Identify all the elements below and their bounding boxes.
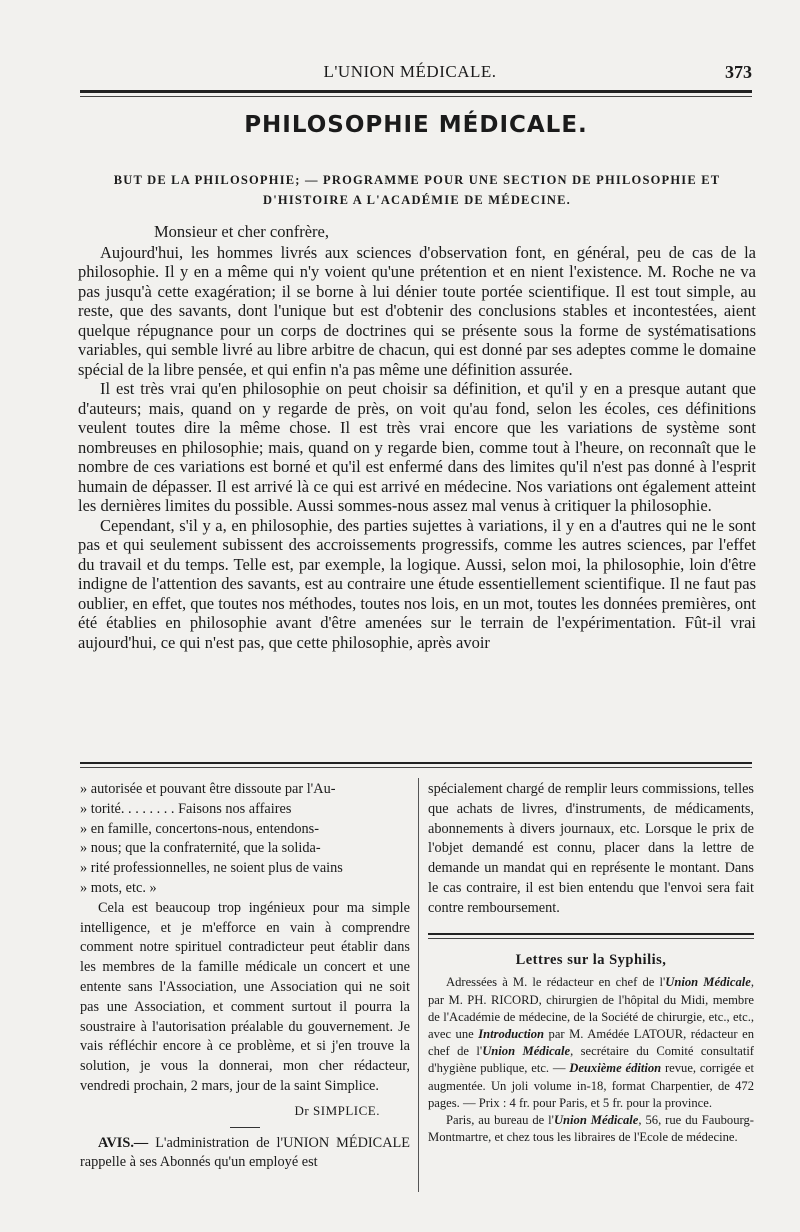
header-rule: [80, 90, 752, 93]
left-paragraph: Cela est beaucoup trop ingénieux pour ma simple intelligence, et je m'efforce en vain à comprendre comment notre spirituel contradicteur peut établir dans les membres de la famille médicale un concert et une entente sans l'Association, une Association qui ne soit pas une Association, et comment surtout il pourra la soustraire à l'autorisation préalable du gouvernement. Je vais réfléchir encore à ce problème, et si j'en trouve la solution, je vous la donnerai, mon cher rédacteur, vendredi prochain, 2 mars, jour de la saint Simplice.: [80, 899, 410, 1094]
article-paragraph: Il est très vrai qu'en philosophie on peut choisir sa définition, et qu'il y en a presque autant que d'auteurs; mais, quand on y regarde de près, on voit qu'au fond, selon les écoles, ces définitions veulent toutes dire la même chose. Il est très vrai encore que les variations de système sont nombreuses en philosophie; mais, quand on y regarde bien, comme tout à l'heure, on reconnaît que le nombre de ces variations est borné et qu'il est enfermé dans des limites qu'il n'est pas donné à l'esprit humain de dépasser. Il est arrivé là ce qui est arrivé en médecine. Nos variations ont également atteint les dernières limites du possible. Aussi sommes-nous assez mal venus à critiquer la philosophie.: [78, 379, 756, 515]
ad-journal-name: Union Médicale: [553, 1113, 639, 1127]
separator: [230, 1127, 260, 1128]
avis-notice: [80, 1134, 410, 1174]
ad-text: , 56, rue du Faubourg-Montmartre, et chez tous les libraires de l'Ecole de médecine.: [428, 1113, 754, 1145]
ad-text: Paris, au bureau de l': [446, 1113, 554, 1127]
running-head: [0, 62, 800, 88]
ad-rule: [428, 933, 754, 935]
ad-text: par M. Amédée LATOUR, rédacteur en chef de l': [428, 1026, 754, 1059]
article-body: [78, 222, 756, 652]
quote-line: » nous; que la confraternité, que la solida-: [80, 840, 321, 857]
ad-journal-name: Union Médicale: [482, 1044, 571, 1059]
feuilleton-rule-thin: [80, 767, 752, 768]
left-column: [80, 780, 410, 1173]
article-subtitle: BUT DE LA PHILOSOPHIE; — PROGRAMME POUR UNE SECTION DE PHILOSOPHIE ET D'HISTOIRE A L'ACADÉMIE DE MÉDECINE.: [113, 173, 721, 207]
ad-text: , par M. PH. RICORD, chirurgien de l'hôpital du Midi, membre de l'Académie de médecine, de la Société de chirurgie, etc., etc., avec une: [428, 975, 755, 1041]
signature: Dr SIMPLICE.: [294, 1102, 380, 1118]
feuilleton-rule: [80, 762, 752, 764]
ad-journal-name: Union Médicale: [665, 975, 751, 990]
header-rule-thin: [80, 96, 752, 97]
ad-heading: Lettres sur la Syphilis,: [515, 951, 667, 968]
ad-rule-thin: [428, 938, 754, 939]
avis-label: AVIS.—: [98, 1134, 149, 1151]
ad-text: revue, corrigée et augmentée. Un joli volume in-18, format Charpentier, de 472 pages. — Prix : 4 fr. pour Paris, et 5 fr. pour la province.: [428, 1061, 754, 1110]
quote-line: » torité. . . . . . . . Faisons nos affaires: [80, 800, 292, 817]
ad-introduction: Introduction: [478, 1026, 545, 1041]
ad-edition: Deuxième édition: [569, 1061, 662, 1076]
salutation: Monsieur et cher confrère,: [154, 222, 329, 241]
ad-text: Adressées à M. le rédacteur en chef de l': [446, 975, 666, 990]
running-title: L'UNION MÉDICALE.: [323, 62, 497, 81]
ad-paragraph: [428, 1112, 754, 1146]
article-paragraph: Aujourd'hui, les hommes livrés aux sciences d'observation font, en général, peu de cas de la philosophie. Il y en a même qui n'y voient qu'une prétention et en nient l'existence. M. Roche ne va pas jusqu'à cette exagération; il se borne à lui dénier toute portée scientifique. Il est tout simple, au reste, que des savants, dont l'unique but est d'obtenir des conclusions stables et incontestées, aient quelque répugnance pour un corps de doctrines qui se présente sous la forme de systématisations variables, qui semble livré au libre arbitre de chacun, qui est donné par ses adeptes comme le domaine spécial de la libre pensée, et qui enfin n'a pas même une définition assurée.: [78, 242, 756, 379]
ad-paragraph: [428, 974, 754, 1112]
avis-text: L'administration de l'UNION MÉDICALE rappelle à ses Abonnés qu'un employé est: [80, 1134, 410, 1171]
quote-line: » rité professionnelles, ne soient plus de vains: [80, 860, 343, 877]
section-title: PHILOSOPHIE MÉDICALE.: [244, 112, 588, 138]
quote-line: » mots, etc. »: [80, 879, 157, 896]
avis-continuation: spécialement chargé de remplir leurs commissions, telles que achats de livres, d'instruments, de médicaments, abonnements à divers journaux, etc. Lorsque le prix de l'objet demandé est connu, placer dans la lettre de demande un mandat qui en représente le montant. Dans le cas contraire, il est bien entendu que l'envoi sera fait contre remboursement.: [428, 781, 754, 916]
column-divider: [418, 778, 419, 1192]
quote-line: » autorisée et pouvant être dissoute par l'Au-: [80, 781, 336, 797]
article-paragraph: Cependant, s'il y a, en philosophie, des parties sujettes à variations, il y en a d'autres qui ne le sont pas et qui seulement subissent des accroissements progressifs, comme les autres sciences, par l'effet du travail et du temps. Telle est, par exemple, la logique. Aussi, selon moi, la philosophie, loin d'être indigne de l'attention des savants, est au contraire une étude essentiellement scientifique. Il ne faut pas oublier, en effet, que toutes nos méthodes, toutes nos lois, en un mot, toutes les données premières, ont été établies en philosophie avant d'être amenées sur le terrain de l'expérimentation. Fût-il vrai aujourd'hui, ce qui n'est pas, que cette philosophie, après avoir: [78, 515, 756, 652]
ad-text: , secrétaire du Comité consultatif d'hygiène publique, etc. —: [428, 1044, 755, 1076]
page-number: 373: [725, 62, 752, 82]
quote-line: » en famille, concertons-nous, entendons-: [80, 820, 320, 837]
right-column: [428, 780, 754, 1146]
